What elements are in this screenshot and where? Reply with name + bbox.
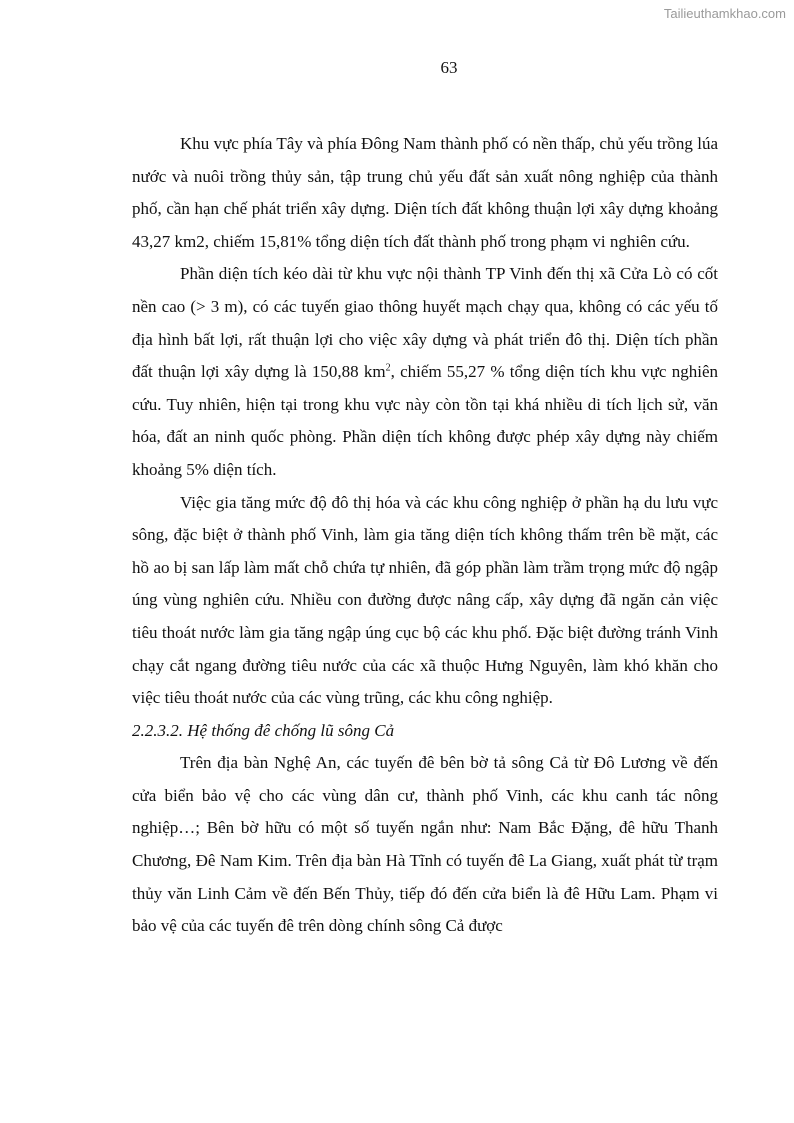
paragraph bbox=[132, 258, 718, 486]
paragraph-text: Phần diện tích kéo dài từ khu vực nội thành TP Vinh đến thị xã Cửa Lò có cốt nền cao (> 3 m), có các tuyến giao thông huyết mạch chạy qua, không có các yếu tố địa hình bất lợi, rất thuận lợi cho việc xây dựng và phát triển đô thị. Diện tích phần đất thuận lợi xây dựng là 150,88 km bbox=[132, 264, 718, 382]
section-heading: 2.2.3.2. Hệ thống đê chống lũ sông Cả bbox=[132, 720, 395, 740]
page-number: 63 bbox=[440, 58, 458, 77]
superscript: 2 bbox=[385, 362, 391, 374]
watermark: Tailieuthamkhao.com bbox=[663, 6, 786, 21]
paragraph-text: , chiếm 55,27 % tổng diện tích khu vực nghiên cứu. Tuy nhiên, hiện tại trong khu vực này còn tồn tại khá nhiều di tích lịch sử, văn hóa, đất an ninh quốc phòng. Phần diện tích không được phép xây dựng này chiếm khoảng 5% diện tích. bbox=[132, 362, 718, 479]
paragraph: Khu vực phía Tây và phía Đông Nam thành phố có nền thấp, chủ yếu trồng lúa nước và nuôi trồng thủy sản, tập trung chủ yếu đất sản xuất nông nghiệp của thành phố, cần hạn chế phát triển xây dựng. Diện tích đất không thuận lợi xây dựng khoảng 43,27 km2, chiếm 15,81% tổng diện tích đất thành phố trong phạm vi nghiên cứu. bbox=[132, 134, 718, 251]
paragraph: Trên địa bàn Nghệ An, các tuyến đê bên bờ tả sông Cả từ Đô Lương về đến cửa biển bảo vệ cho các vùng dân cư, thành phố Vinh, các khu canh tác nông nghiệp…; Bên bờ hữu có một số tuyến ngắn như: Nam Bắc Đặng, đê hữu Thanh Chương, Đê Nam Kim. Trên địa bàn Hà Tĩnh có tuyến đê La Giang, xuất phát từ trạm thủy văn Linh Cảm về đến Bến Thủy, tiếp đó đến cửa biển là đê Hữu Lam. Phạm vi bảo vệ của các tuyến đê trên dòng chính sông Cả được bbox=[132, 753, 718, 936]
paragraph: Việc gia tăng mức độ đô thị hóa và các khu công nghiệp ở phần hạ du lưu vực sông, đặc biệt ở thành phố Vinh, làm gia tăng diện tích không thấm trên bề mặt, các hồ ao bị san lấp làm mất chỗ chứa tự nhiên, đã góp phần làm trầm trọng mức độ ngập úng vùng nghiên cứu. Nhiều con đường được nâng cấp, xây dựng đã ngăn cản việc tiêu thoát nước làm gia tăng ngập úng cục bộ các khu phố. Đặc biệt đường tránh Vinh chạy cắt ngang đường tiêu nước của các xã thuộc Hưng Nguyên, làm khó khăn cho việc tiêu thoát nước của các vùng trũng, các khu công nghiệp. bbox=[132, 492, 718, 708]
document-body bbox=[132, 128, 718, 943]
